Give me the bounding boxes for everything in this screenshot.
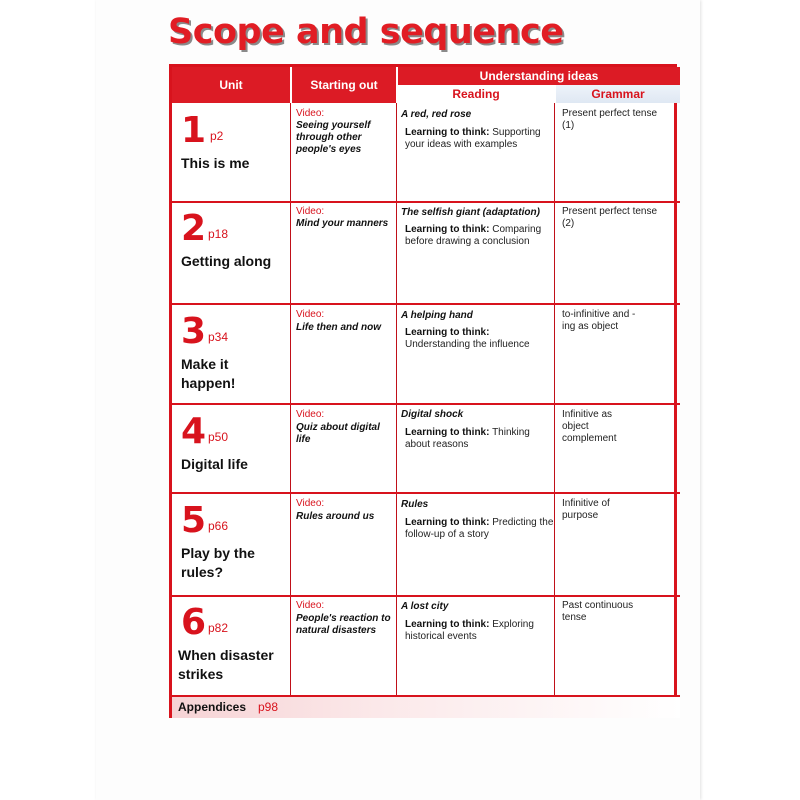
learning-to-think: [405, 619, 555, 643]
video-title: Seeing yourself through other people's eyes: [296, 120, 371, 155]
reading-title: The selfish giant (adaptation): [401, 207, 540, 218]
unit-title: Make it happen!: [181, 356, 236, 391]
learning-to-think: [405, 224, 555, 248]
unit-number: 6: [181, 602, 207, 643]
grammar-text: Infinitive as object complement: [562, 409, 617, 444]
video-title: Quiz about digital life: [296, 422, 380, 445]
ltt-label: Learning to think:: [405, 127, 490, 138]
unit-number: 3: [181, 311, 207, 352]
scope-table: [169, 64, 677, 718]
divider-col-2: [396, 103, 397, 697]
divider-row-1: [172, 201, 680, 203]
unit-page: p18: [208, 227, 229, 241]
unit-page: p34: [208, 330, 229, 344]
learning-to-think: [405, 427, 540, 451]
page-title: Scope and sequence: [168, 12, 564, 52]
unit-title: Play by the rules?: [181, 545, 255, 580]
video-label: Video:: [296, 498, 325, 509]
unit-number: 2: [181, 208, 207, 249]
divider-row-4: [172, 492, 680, 494]
ltt-label: Learning to think:: [405, 224, 490, 235]
video-title: People's reaction to natural disasters: [296, 613, 391, 636]
unit-page: p50: [208, 430, 229, 444]
unit-number: 4: [181, 411, 207, 452]
learning-to-think: [405, 517, 555, 541]
header-unit: Unit: [172, 67, 290, 103]
unit-number: 1: [181, 110, 207, 151]
reading-title: A lost city: [401, 601, 449, 612]
video-label: Video:: [296, 309, 325, 320]
unit-page: p66: [208, 519, 229, 533]
ltt-label: Learning to think:: [405, 619, 490, 630]
reading-title: A red, red rose: [401, 109, 472, 120]
header-understanding-ideas: Understanding ideas: [398, 67, 680, 85]
ltt-text: Exploring historical events: [405, 619, 534, 642]
unit-number: 5: [181, 500, 207, 541]
divider-row-2: [172, 303, 680, 305]
video-label: Video:: [296, 206, 325, 217]
unit-title: Digital life: [181, 456, 248, 472]
appendices-row: [172, 697, 680, 718]
grammar-text: Infinitive of purpose: [562, 498, 610, 521]
video-label: Video:: [296, 108, 325, 119]
unit-title: Getting along: [181, 253, 272, 269]
ltt-label: Learning to think:: [405, 327, 490, 338]
ltt-text: Understanding the influence: [405, 339, 530, 350]
unit-page: p2: [210, 129, 224, 143]
header-starting-out: Starting out: [292, 67, 396, 103]
unit-title: When disaster strikes: [178, 647, 274, 682]
unit-page: p82: [208, 621, 229, 635]
video-title: Rules around us: [296, 511, 375, 522]
reading-title: Digital shock: [401, 409, 464, 420]
video-title: Mind your manners: [296, 218, 389, 229]
grammar-text: Present perfect tense (1): [562, 108, 658, 131]
appendices-label: Appendices: [178, 700, 247, 714]
reading-title: Rules: [401, 499, 429, 510]
learning-to-think: [405, 127, 555, 151]
grammar-text: Past continuous tense: [562, 600, 634, 623]
unit-title: This is me: [181, 155, 250, 171]
divider-row-3: [172, 403, 680, 405]
video-label: Video:: [296, 409, 325, 420]
header-reading: Reading: [398, 85, 554, 103]
ltt-text: Comparing before drawing a conclusion: [405, 224, 542, 247]
ltt-label: Learning to think:: [405, 427, 490, 438]
ltt-text: Thinking about reasons: [405, 427, 530, 450]
divider-col-1: [290, 103, 291, 697]
grammar-text: to-infinitive and -ing as object: [562, 309, 636, 332]
header-grammar: Grammar: [556, 85, 680, 103]
video-label: Video:: [296, 600, 325, 611]
appendices-page: p98: [258, 700, 279, 714]
video-title: Life then and now: [296, 322, 381, 333]
ltt-text: Predicting the follow-up of a story: [405, 517, 554, 540]
ltt-label: Learning to think:: [405, 517, 490, 528]
grammar-text: Present perfect tense (2): [562, 206, 658, 229]
ltt-text: Supporting your ideas with examples: [405, 127, 541, 150]
divider-row-5: [172, 595, 680, 597]
reading-title: A helping hand: [401, 310, 473, 321]
learning-to-think: [405, 327, 555, 351]
divider-col-3: [554, 103, 555, 697]
